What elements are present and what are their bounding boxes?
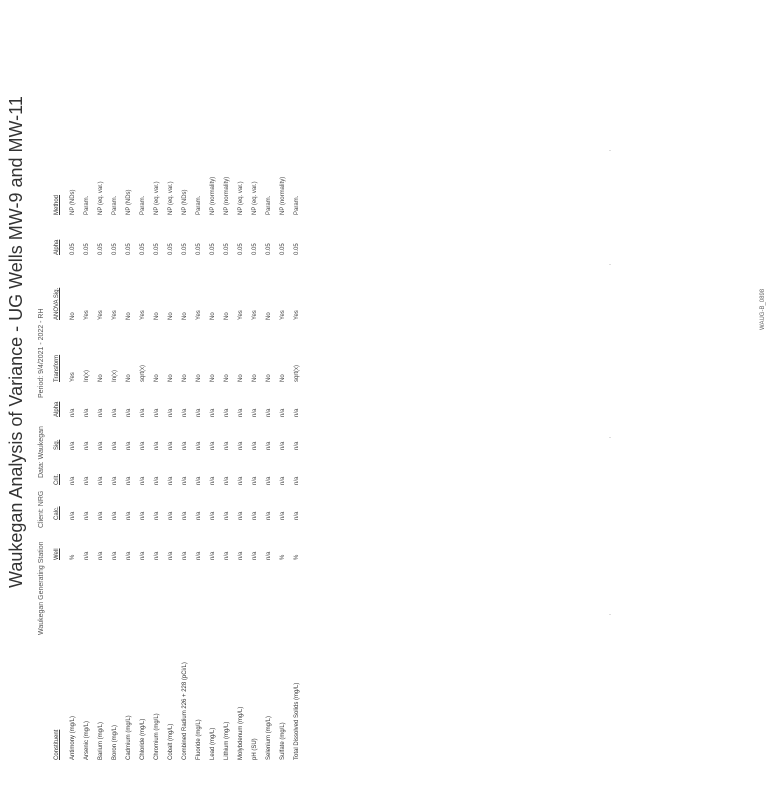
cell-well: n/a — [98, 551, 104, 560]
table-row — [140, 0, 154, 800]
cell-alpha2: 0.05 — [266, 243, 272, 255]
cell-method: NP (eq. var.) — [98, 181, 104, 215]
cell-calc: n/a — [252, 511, 258, 520]
table-row — [196, 0, 210, 800]
cell-method: NP (normality) — [280, 176, 286, 215]
cell-crit: n/a — [294, 476, 300, 485]
cell-method: NP (eq. var.) — [252, 181, 258, 215]
footer-code: WAUG-B_0898 — [760, 288, 766, 330]
cell-calc: n/a — [266, 511, 272, 520]
cell-calc: n/a — [112, 511, 118, 520]
cell-sig: n/a — [154, 441, 160, 450]
cell-transform: No — [266, 374, 272, 382]
cell-transform: Yes — [70, 372, 76, 382]
cell-constituent: Arsenic (mg/L) — [84, 720, 90, 760]
margin-mark: - — [609, 612, 611, 618]
cell-anova: No — [266, 312, 272, 320]
cell-alpha: n/a — [196, 408, 202, 417]
cell-alpha2: 0.05 — [280, 243, 286, 255]
table-row — [70, 0, 84, 800]
cell-calc: n/a — [196, 511, 202, 520]
cell-crit: n/a — [98, 476, 104, 485]
cell-crit: n/a — [224, 476, 230, 485]
cell-calc: n/a — [140, 511, 146, 520]
cell-alpha: n/a — [280, 408, 286, 417]
cell-alpha2: 0.05 — [126, 243, 132, 255]
table-row — [224, 0, 238, 800]
column-group-period: Period: 9/4/2021 - 2022 - RH — [38, 308, 45, 398]
table-row — [210, 0, 224, 800]
table-row — [266, 0, 280, 800]
cell-calc: n/a — [210, 511, 216, 520]
cell-sig: n/a — [196, 441, 202, 450]
cell-crit: n/a — [168, 476, 174, 485]
cell-alpha2: 0.05 — [196, 243, 202, 255]
cell-constituent: Fluoride (mg/L) — [196, 719, 202, 760]
table-row — [154, 0, 168, 800]
cell-constituent: Sulfate (mg/L) — [280, 722, 286, 760]
cell-constituent: Barium (mg/L) — [98, 721, 104, 760]
header-anova-sig: ANOVA Sig. — [54, 287, 60, 320]
cell-sig: n/a — [84, 441, 90, 450]
cell-constituent: Boron (mg/L) — [112, 724, 118, 760]
cell-alpha: n/a — [126, 408, 132, 417]
table-row — [182, 0, 196, 800]
cell-crit: n/a — [154, 476, 160, 485]
cell-calc: n/a — [98, 511, 104, 520]
table-row — [84, 0, 98, 800]
cell-alpha2: 0.05 — [238, 243, 244, 255]
cell-alpha2: 0.05 — [154, 243, 160, 255]
cell-anova: Yes — [294, 310, 300, 320]
cell-alpha2: 0.05 — [140, 243, 146, 255]
cell-alpha: n/a — [84, 408, 90, 417]
cell-anova: Yes — [84, 310, 90, 320]
cell-transform: No — [154, 374, 160, 382]
table-row — [112, 0, 126, 800]
cell-sig: n/a — [112, 441, 118, 450]
cell-anova: Yes — [280, 310, 286, 320]
cell-constituent: Selenium (mg/L) — [266, 715, 272, 760]
cell-calc: n/a — [70, 511, 76, 520]
cell-crit: n/a — [126, 476, 132, 485]
table-row — [280, 0, 294, 800]
cell-alpha: n/a — [168, 408, 174, 417]
cell-alpha: n/a — [70, 408, 76, 417]
cell-calc: n/a — [126, 511, 132, 520]
header-well: Well — [54, 548, 60, 560]
cell-well: n/a — [182, 551, 188, 560]
cell-well: n/a — [154, 551, 160, 560]
cell-alpha: n/a — [112, 408, 118, 417]
cell-alpha: n/a — [98, 408, 104, 417]
cell-sig: n/a — [140, 441, 146, 450]
cell-anova: No — [168, 312, 174, 320]
column-group-station: Waukegan Generating Station — [38, 541, 45, 635]
cell-method: Param. — [294, 195, 300, 215]
cell-alpha2: 0.05 — [98, 243, 104, 255]
cell-alpha: n/a — [154, 408, 160, 417]
cell-sig: n/a — [252, 441, 258, 450]
cell-well: n/a — [112, 551, 118, 560]
table-row — [238, 0, 252, 800]
cell-crit: n/a — [140, 476, 146, 485]
cell-sig: n/a — [294, 441, 300, 450]
cell-method: NP (normality) — [224, 176, 230, 215]
cell-crit: n/a — [84, 476, 90, 485]
cell-anova: No — [154, 312, 160, 320]
table-row — [294, 0, 308, 800]
report-title: Waukegan Analysis of Variance - UG Wells MW-9 and MW-11 — [6, 96, 26, 588]
cell-constituent: Chromium (mg/L) — [154, 713, 160, 760]
cell-anova: Yes — [98, 310, 104, 320]
header-alpha: Alpha — [54, 401, 60, 417]
cell-transform: No — [196, 374, 202, 382]
cell-transform: No — [126, 374, 132, 382]
cell-method: NP (eq. var.) — [154, 181, 160, 215]
cell-alpha: n/a — [294, 408, 300, 417]
cell-alpha: n/a — [266, 408, 272, 417]
cell-crit: n/a — [266, 476, 272, 485]
cell-alpha: n/a — [252, 408, 258, 417]
column-group-client: Client: NRG — [38, 490, 45, 528]
cell-crit: n/a — [112, 476, 118, 485]
cell-transform: No — [224, 374, 230, 382]
cell-crit: n/a — [70, 476, 76, 485]
cell-calc: n/a — [182, 511, 188, 520]
cell-well: n/a — [210, 551, 216, 560]
cell-well: n/a — [84, 551, 90, 560]
cell-alpha2: 0.05 — [252, 243, 258, 255]
cell-sig: n/a — [224, 441, 230, 450]
cell-method: Param. — [112, 195, 118, 215]
cell-sig: n/a — [70, 441, 76, 450]
cell-alpha2: 0.05 — [224, 243, 230, 255]
cell-anova: Yes — [112, 310, 118, 320]
cell-calc: n/a — [238, 511, 244, 520]
cell-well: n/a — [196, 551, 202, 560]
cell-calc: n/a — [154, 511, 160, 520]
cell-transform: No — [238, 374, 244, 382]
header-calc: Calc. — [54, 506, 60, 520]
cell-anova: Yes — [252, 310, 258, 320]
cell-transform: In(x) — [84, 370, 90, 382]
cell-anova: No — [126, 312, 132, 320]
cell-well: n/a — [168, 551, 174, 560]
cell-method: NP (eq. var.) — [168, 181, 174, 215]
table-row — [252, 0, 266, 800]
cell-transform: No — [280, 374, 286, 382]
cell-transform: No — [168, 374, 174, 382]
cell-method: NP (eq. var.) — [238, 181, 244, 215]
cell-constituent: Chloride (mg/L) — [140, 718, 146, 760]
cell-well: n/a — [252, 551, 258, 560]
cell-sig: n/a — [238, 441, 244, 450]
cell-alpha2: 0.05 — [84, 243, 90, 255]
cell-crit: n/a — [238, 476, 244, 485]
cell-calc: n/a — [280, 511, 286, 520]
margin-mark: - — [609, 435, 611, 441]
cell-well: n/a — [126, 551, 132, 560]
table-row — [98, 0, 112, 800]
header-alpha-2: Alpha — [54, 239, 60, 255]
cell-method: Param. — [140, 195, 146, 215]
cell-well: % — [70, 554, 76, 560]
header-method: Method — [54, 194, 60, 215]
cell-anova: Yes — [140, 310, 146, 320]
cell-anova: No — [210, 312, 216, 320]
cell-transform: No — [252, 374, 258, 382]
cell-crit: n/a — [196, 476, 202, 485]
cell-constituent: Lithium (mg/L) — [224, 721, 230, 760]
cell-alpha2: 0.05 — [168, 243, 174, 255]
cell-crit: n/a — [280, 476, 286, 485]
cell-transform: No — [182, 374, 188, 382]
cell-well: n/a — [140, 551, 146, 560]
header-transform: Transform — [54, 354, 60, 382]
cell-transform: sqrt(x) — [140, 365, 146, 382]
cell-sig: n/a — [280, 441, 286, 450]
cell-sig: n/a — [266, 441, 272, 450]
cell-alpha: n/a — [238, 408, 244, 417]
cell-alpha: n/a — [224, 408, 230, 417]
column-group-data: Data: Waukegan — [38, 426, 45, 478]
cell-sig: n/a — [168, 441, 174, 450]
cell-crit: n/a — [252, 476, 258, 485]
cell-well: % — [294, 554, 300, 560]
cell-anova: Yes — [196, 310, 202, 320]
cell-sig: n/a — [182, 441, 188, 450]
cell-well: n/a — [224, 551, 230, 560]
table-row — [168, 0, 182, 800]
cell-transform: sqrt(x) — [294, 365, 300, 382]
margin-mark: - — [609, 148, 611, 154]
cell-sig: n/a — [210, 441, 216, 450]
header-constituent: Constituent — [54, 729, 60, 760]
cell-alpha2: 0.05 — [210, 243, 216, 255]
cell-anova: No — [70, 312, 76, 320]
cell-method: NP (NDs) — [182, 189, 188, 215]
cell-alpha2: 0.05 — [70, 243, 76, 255]
header-crit: Crit. — [54, 474, 60, 485]
cell-constituent: Cobalt (mg/L) — [168, 723, 174, 760]
cell-method: Param. — [266, 195, 272, 215]
cell-alpha2: 0.05 — [182, 243, 188, 255]
cell-method: Param. — [84, 195, 90, 215]
cell-constituent: Molybdenum (mg/L) — [238, 706, 244, 760]
cell-transform: No — [210, 374, 216, 382]
cell-transform: In(x) — [112, 370, 118, 382]
cell-anova: No — [224, 312, 230, 320]
cell-well: % — [280, 554, 286, 560]
cell-method: NP (NDs) — [70, 189, 76, 215]
cell-constituent: Cadmium (mg/L) — [126, 715, 132, 760]
cell-alpha2: 0.05 — [112, 243, 118, 255]
cell-well: n/a — [238, 551, 244, 560]
cell-calc: n/a — [84, 511, 90, 520]
cell-anova: Yes — [238, 310, 244, 320]
cell-constituent: Antimony (mg/L) — [70, 715, 76, 760]
cell-alpha2: 0.05 — [294, 243, 300, 255]
cell-method: NP (NDs) — [126, 189, 132, 215]
cell-constituent: pH (SU) — [252, 738, 258, 760]
cell-calc: n/a — [168, 511, 174, 520]
cell-crit: n/a — [210, 476, 216, 485]
cell-alpha: n/a — [140, 408, 146, 417]
cell-transform: No — [98, 374, 104, 382]
cell-constituent: Combined Radium 226 + 228 (pCi/L) — [182, 662, 188, 760]
cell-constituent: Total Dissolved Solids (mg/L) — [294, 682, 300, 760]
cell-constituent: Lead (mg/L) — [210, 727, 216, 760]
cell-crit: n/a — [182, 476, 188, 485]
cell-alpha: n/a — [210, 408, 216, 417]
cell-well: n/a — [266, 551, 272, 560]
cell-sig: n/a — [98, 441, 104, 450]
header-sig: Sig. — [54, 439, 60, 450]
cell-alpha: n/a — [182, 408, 188, 417]
cell-calc: n/a — [294, 511, 300, 520]
margin-mark: - — [609, 262, 611, 268]
cell-calc: n/a — [224, 511, 230, 520]
cell-method: Param. — [196, 195, 202, 215]
cell-anova: No — [182, 312, 188, 320]
table-row — [126, 0, 140, 800]
cell-sig: n/a — [126, 441, 132, 450]
cell-method: NP (normality) — [210, 176, 216, 215]
